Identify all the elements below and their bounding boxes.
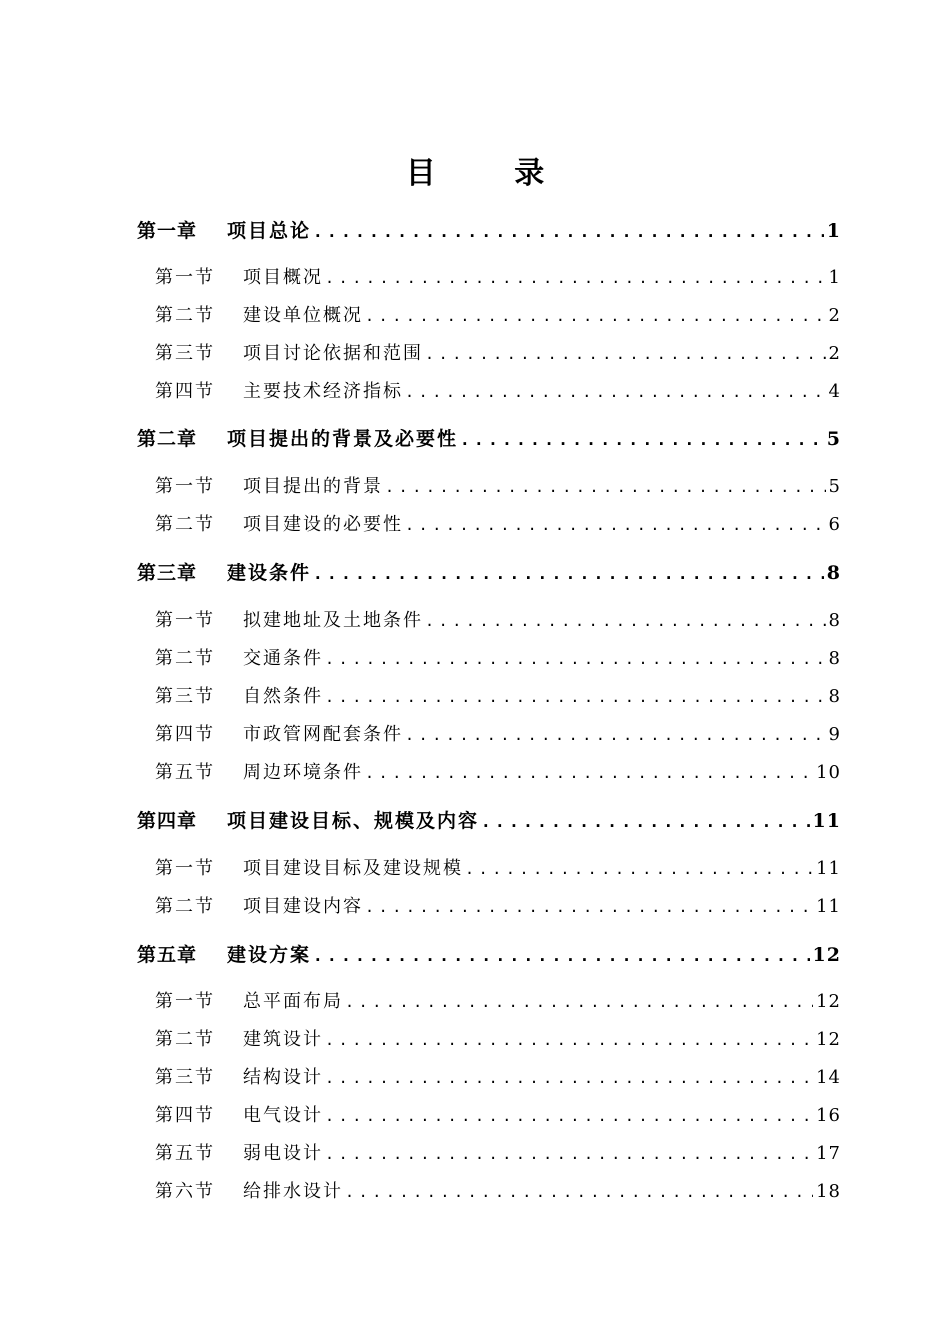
toc-entry-text: 结构设计 <box>243 1067 323 1088</box>
toc-entry-label <box>155 1177 343 1207</box>
toc-entry-label <box>137 424 458 454</box>
toc-section-row[interactable] <box>155 1139 841 1169</box>
toc-dot-leader <box>325 1139 813 1169</box>
toc-section-row[interactable] <box>155 1177 841 1207</box>
toc-page-number: 2 <box>828 305 841 326</box>
toc-dot-leader <box>460 425 824 455</box>
toc-entry-number: 第一节 <box>155 610 215 631</box>
toc-dot-leader <box>481 807 810 837</box>
toc-entry-text: 给排水设计 <box>243 1181 343 1202</box>
toc-entry-number: 第一节 <box>155 476 215 497</box>
toc-entry-number: 第四节 <box>155 724 215 745</box>
toc-entry-label <box>137 216 311 246</box>
toc-dot-leader <box>313 217 824 247</box>
toc-entry-number: 第五节 <box>155 762 215 783</box>
toc-section-row[interactable] <box>155 1025 841 1055</box>
toc-page-number: 8 <box>828 686 841 707</box>
toc-dot-leader <box>313 941 810 971</box>
toc-page-number: 14 <box>816 1067 841 1088</box>
toc-entry-label <box>155 301 363 331</box>
toc-chapter-row[interactable] <box>137 940 841 970</box>
toc-page-number: 11 <box>816 896 841 917</box>
toc-section-row[interactable] <box>155 339 841 369</box>
toc-entry-text: 项目提出的背景及必要性 <box>227 428 459 450</box>
toc-entry-label <box>155 1025 323 1055</box>
toc-dot-leader <box>385 472 826 502</box>
toc-entry-text: 周边环境条件 <box>243 762 363 783</box>
toc-entry-label <box>155 682 323 712</box>
toc-title: 目 录 <box>405 156 579 191</box>
toc-page-number: 8 <box>828 610 841 631</box>
toc-entry-number: 第四节 <box>155 1105 215 1126</box>
toc-entry-text: 项目总论 <box>227 220 312 242</box>
toc-dot-leader <box>365 301 826 331</box>
toc-page-number: 16 <box>816 1105 841 1126</box>
toc-section-row[interactable] <box>155 720 841 750</box>
toc-page-number: 11 <box>812 810 841 832</box>
toc-entry-number: 第一节 <box>155 991 215 1012</box>
toc-dot-leader <box>425 339 826 369</box>
toc-entry-label <box>137 806 479 836</box>
toc-dot-leader <box>345 987 813 1017</box>
toc-entry-number: 第五章 <box>137 944 198 966</box>
toc-page-number: 4 <box>828 381 841 402</box>
toc-dot-leader <box>465 854 813 884</box>
toc-page-number: 2 <box>828 343 841 364</box>
toc-entry-label <box>155 1063 323 1093</box>
toc-entry-label <box>155 854 463 884</box>
toc-entry-label <box>155 606 423 636</box>
toc-entry-number: 第三节 <box>155 686 215 707</box>
toc-dot-leader <box>365 892 813 922</box>
toc-entry-text: 拟建地址及土地条件 <box>243 610 423 631</box>
toc-entry-label <box>137 558 311 588</box>
toc-entry-number: 第三节 <box>155 343 215 364</box>
toc-chapter-row[interactable] <box>137 558 841 588</box>
toc-section-row[interactable] <box>155 472 841 502</box>
toc-section-row[interactable] <box>155 682 841 712</box>
toc-dot-leader <box>325 1025 813 1055</box>
toc-entry-number: 第四节 <box>155 381 215 402</box>
toc-section-row[interactable] <box>155 606 841 636</box>
toc-page-number: 12 <box>816 1029 841 1050</box>
toc-entry-label <box>155 644 323 674</box>
toc-chapter-row[interactable] <box>137 216 841 246</box>
toc-dot-leader <box>325 1063 813 1093</box>
toc-entry-label <box>155 1101 323 1131</box>
toc-dot-leader <box>405 377 826 407</box>
toc-page-number: 18 <box>816 1181 841 1202</box>
toc-chapter-row[interactable] <box>137 806 841 836</box>
toc-section-row[interactable] <box>155 1063 841 1093</box>
toc-entry-number: 第一节 <box>155 858 215 879</box>
toc-entry-number: 第四章 <box>137 810 198 832</box>
toc-entry-label <box>155 472 383 502</box>
toc-dot-leader <box>405 510 826 540</box>
toc-section-row[interactable] <box>155 510 841 540</box>
toc-entry-label <box>155 510 403 540</box>
toc-page-number: 5 <box>826 428 841 450</box>
toc-entry-label <box>155 339 423 369</box>
toc-page-number: 6 <box>828 514 841 535</box>
toc-entry-number: 第五节 <box>155 1143 215 1164</box>
toc-dot-leader <box>325 644 826 674</box>
toc-entry-text: 项目建设目标、规模及内容 <box>227 810 480 832</box>
toc-entry-text: 总平面布局 <box>243 991 343 1012</box>
toc-section-row[interactable] <box>155 263 841 293</box>
toc-entry-text: 电气设计 <box>243 1105 323 1126</box>
toc-entry-text: 项目建设目标及建设规模 <box>243 858 463 879</box>
toc-section-row[interactable] <box>155 377 841 407</box>
toc-entry-number: 第六节 <box>155 1181 215 1202</box>
toc-page-number: 1 <box>826 220 841 242</box>
toc-dot-leader <box>325 1101 813 1131</box>
toc-entry-label <box>155 987 343 1017</box>
toc-entry-text: 交通条件 <box>243 648 323 669</box>
toc-entry-text: 项目概况 <box>243 267 323 288</box>
toc-entry-text: 项目建设的必要性 <box>243 514 403 535</box>
toc-section-row[interactable] <box>155 1101 841 1131</box>
toc-dot-leader <box>365 758 813 788</box>
toc-entry-text: 主要技术经济指标 <box>243 381 403 402</box>
toc-entry-text: 自然条件 <box>243 686 323 707</box>
toc-section-row[interactable] <box>155 854 841 884</box>
toc-dot-leader <box>405 720 826 750</box>
toc-page-number: 9 <box>828 724 841 745</box>
toc-entry-number: 第三章 <box>137 562 198 584</box>
toc-chapter-row[interactable] <box>137 424 841 454</box>
toc-entry-label <box>155 1139 323 1169</box>
toc-entry-number: 第二节 <box>155 1029 215 1050</box>
toc-page-number: 10 <box>816 762 841 783</box>
toc-dot-leader <box>325 263 826 293</box>
toc-entry-label <box>137 940 311 970</box>
toc-dot-leader <box>345 1177 813 1207</box>
toc-page-number: 17 <box>816 1143 841 1164</box>
toc-section-row[interactable] <box>155 758 841 788</box>
toc-entry-number: 第二节 <box>155 305 215 326</box>
toc-dot-leader <box>325 682 826 712</box>
toc-entry-label <box>155 758 363 788</box>
toc-section-row[interactable] <box>155 987 841 1017</box>
toc-entry-number: 第一节 <box>155 267 215 288</box>
toc-entry-number: 第二节 <box>155 896 215 917</box>
toc-entry-text: 项目提出的背景 <box>243 476 383 497</box>
toc-entry-label <box>155 377 403 407</box>
toc-entry-text: 项目讨论依据和范围 <box>243 343 423 364</box>
toc-section-row[interactable] <box>155 301 841 331</box>
toc-page-number: 11 <box>816 858 841 879</box>
toc-entry-label <box>155 892 363 922</box>
toc-dot-leader <box>313 559 824 589</box>
toc-section-row[interactable] <box>155 892 841 922</box>
toc-page-number: 12 <box>812 944 841 966</box>
toc-entry-label <box>155 263 323 293</box>
toc-page-number: 12 <box>816 991 841 1012</box>
toc-entry-number: 第二章 <box>137 428 198 450</box>
toc-entry-number: 第二节 <box>155 514 215 535</box>
toc-page-number: 8 <box>828 648 841 669</box>
toc-page-number: 8 <box>826 562 841 584</box>
toc-entry-label <box>155 720 403 750</box>
toc-entry-text: 项目建设内容 <box>243 896 363 917</box>
toc-entry-text: 建设条件 <box>227 562 312 584</box>
toc-entry-text: 建设单位概况 <box>243 305 363 326</box>
toc-section-row[interactable] <box>155 644 841 674</box>
toc-entry-text: 建设方案 <box>227 944 312 966</box>
toc-entry-text: 建筑设计 <box>243 1029 323 1050</box>
toc-page-number: 1 <box>828 267 841 288</box>
toc-entry-text: 市政管网配套条件 <box>243 724 403 745</box>
toc-entry-text: 弱电设计 <box>243 1143 323 1164</box>
toc-dot-leader <box>425 606 826 636</box>
toc-entry-number: 第一章 <box>137 220 198 242</box>
toc-entry-number: 第三节 <box>155 1067 215 1088</box>
toc-entry-number: 第二节 <box>155 648 215 669</box>
toc-page-number: 5 <box>828 476 841 497</box>
